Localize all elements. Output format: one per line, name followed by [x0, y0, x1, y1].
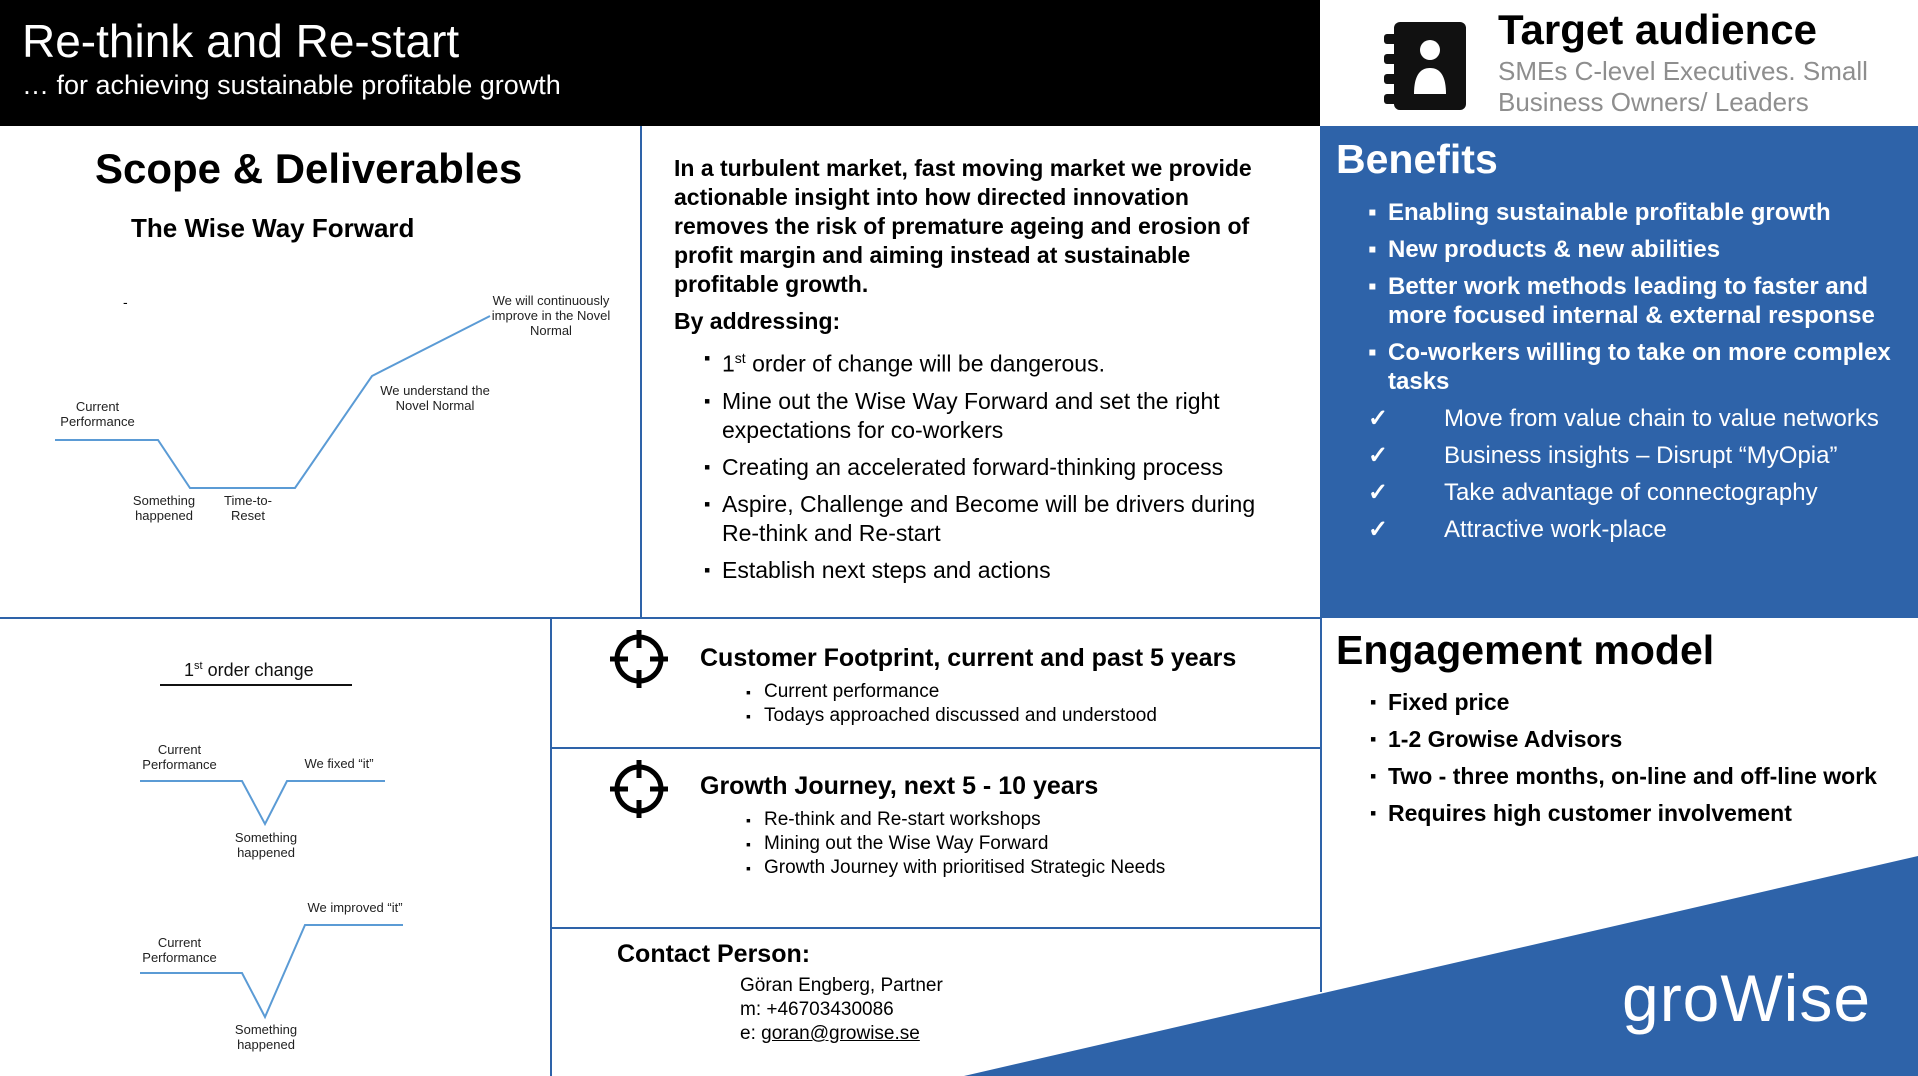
- footprint-item: ▪ Todays approached discussed and understood: [746, 704, 1157, 728]
- benefit-check-text: Move from value chain to value networks: [1444, 405, 1879, 432]
- chart-label-current: Current Performance: [60, 399, 135, 429]
- addressing-item: ▪ Mine out the Wise Way Forward and set the right expectations for co-workers: [704, 387, 1264, 445]
- page-subtitle: … for achieving sustainable profitable growth: [22, 70, 561, 100]
- journey-item: ▪ Re-think and Re-start workshops: [746, 808, 1165, 832]
- addressing-item: ▪ Creating an accelerated forward-thinking process: [704, 453, 1264, 482]
- contact-email-link[interactable]: goran@growise.se: [761, 1023, 920, 1044]
- intro-paragraph: In a turbulent market, fast moving market we provide actionable insight into how directed innovation removes the risk of premature ageing and erosion of profit margin and aiming instead at sustainable profitable growth.: [674, 155, 1252, 297]
- check-icon: ✓: [1368, 479, 1389, 506]
- chart-label-improved: We improved “it”: [307, 900, 403, 915]
- page-title: Re-think and Re-start: [22, 15, 460, 67]
- chart-label-fixed: We fixed “it”: [304, 756, 374, 771]
- target-audience-description: SMEs C-level Executives. Small Business Owners/ Leaders: [1498, 56, 1868, 117]
- journey-item: ▪ Mining out the Wise Way Forward: [746, 832, 1165, 856]
- engagement-list: [1370, 688, 1900, 836]
- email-prefix: e:: [740, 1023, 762, 1044]
- check-icon: ✓: [1368, 442, 1389, 469]
- chart-label-reset: Time-to-Reset: [224, 493, 272, 523]
- journey-item: ▪ Growth Journey with prioritised Strategic Needs: [746, 856, 1165, 880]
- chart-label-something: Something happened: [234, 1022, 298, 1052]
- benefits-title: Benefits: [1336, 136, 1498, 182]
- item-text: 1: [722, 350, 735, 377]
- benefit-item: ▪ Enabling sustainable profitable growth: [1368, 198, 1908, 227]
- engagement-item: ▪ Two - three months, on-line and off-line work: [1370, 762, 1900, 791]
- check-icon: ✓: [1368, 516, 1389, 543]
- benefit-check-text: Attractive work-place: [1444, 516, 1667, 543]
- chart-label-improve: We will continuously improve in the Novel Normal: [491, 293, 611, 338]
- check-icon: ✓: [1368, 405, 1389, 432]
- superscript: st: [194, 660, 203, 672]
- growise-logo: groWise: [1622, 961, 1872, 1035]
- chart-label-something: Something happened: [234, 830, 298, 860]
- addressing-heading: By addressing:: [674, 308, 841, 334]
- title-text: 1: [184, 660, 195, 680]
- chart-label-current: Current Performance: [142, 935, 217, 965]
- engagement-item: ▪ Fixed price: [1370, 688, 1900, 717]
- superscript: st: [734, 350, 746, 366]
- chart-label-current: Current Performance: [142, 742, 217, 772]
- target-audience-title: Target audience: [1498, 6, 1817, 53]
- engagement-item: ▪ Requires high customer involvement: [1370, 799, 1900, 828]
- journey-title: Growth Journey, next 5 - 10 years: [700, 772, 1099, 800]
- benefit-item: ▪ Better work methods leading to faster and more focused internal & external response: [1368, 272, 1908, 330]
- benefit-check-text: Take advantage of connectography: [1444, 479, 1818, 506]
- addressing-item: ▪ Aspire, Challenge and Become will be drivers during Re-think and Re-start: [704, 490, 1264, 548]
- item-text: order of change will be dangerous.: [745, 350, 1105, 377]
- chart-label-something: Something happened: [132, 493, 196, 523]
- benefit-item: ▪ New products & new abilities: [1368, 235, 1908, 264]
- benefit-check-text: Business insights – Disrupt “MyOpia”: [1444, 442, 1838, 469]
- engagement-title: Engagement model: [1336, 627, 1715, 673]
- footprint-item: ▪ Current performance: [746, 680, 1157, 704]
- contact-name: Göran Engberg, Partner: [740, 975, 943, 996]
- footprint-title: Customer Footprint, current and past 5 years: [700, 644, 1237, 672]
- scope-subtitle: The Wise Way Forward: [131, 213, 415, 243]
- title-text: order change: [202, 660, 314, 680]
- addressing-item: ▪ Establish next steps and actions: [704, 556, 1264, 585]
- contact-title: Contact Person:: [617, 940, 811, 968]
- dash-mark: -: [123, 294, 128, 310]
- benefit-item: ▪ Co-workers willing to take on more complex tasks: [1368, 338, 1908, 396]
- contact-phone: m: +46703430086: [740, 999, 894, 1020]
- chart-label-understand: We understand the Novel Normal: [380, 383, 490, 413]
- scope-title: Scope & Deliverables: [95, 145, 523, 192]
- engagement-item: ▪ 1-2 Growise Advisors: [1370, 725, 1900, 754]
